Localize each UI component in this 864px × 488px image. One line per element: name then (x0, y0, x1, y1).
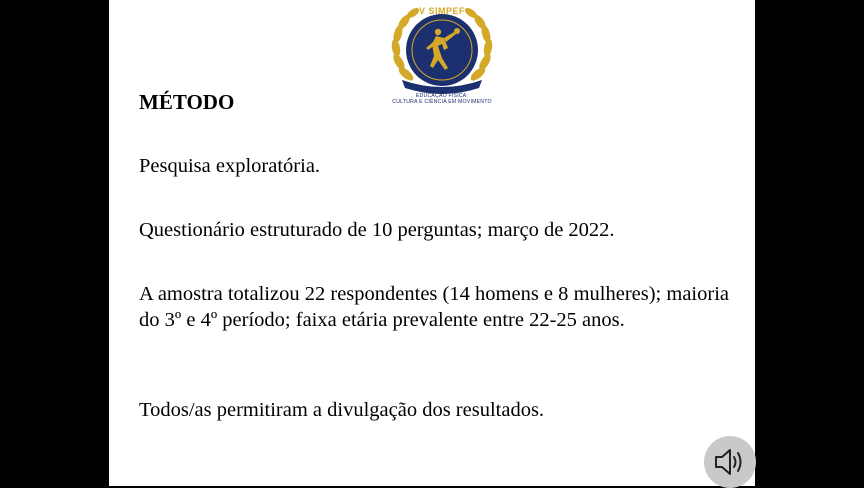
simpef-logo (386, 2, 498, 110)
logo-subtitle-line2: CULTURA E CIÊNCIA EM MOVIMENTO (392, 99, 492, 105)
logo-title: V SIMPEF (418, 6, 465, 16)
paragraph-research-type: Pesquisa exploratória. (139, 155, 321, 177)
sound-button[interactable] (704, 436, 756, 488)
slide (109, 0, 755, 486)
paragraph-sample: A amostra totalizou 22 respondentes (14 homens e 8 mulheres); maioria do 3º e 4º período; faixa etária prevalente entre 22-25 anos. (139, 283, 729, 331)
paragraph-questionnaire: Questionário estruturado de 10 perguntas; março de 2022. (139, 219, 615, 241)
speaker-icon (713, 447, 747, 477)
paragraph-consent: Todos/as permitiram a divulgação dos resultados. (139, 399, 545, 421)
logo-subtitle-line1: EDUCAÇÃO FÍSICA: (415, 93, 469, 99)
slide-heading: MÉTODO (139, 90, 235, 114)
